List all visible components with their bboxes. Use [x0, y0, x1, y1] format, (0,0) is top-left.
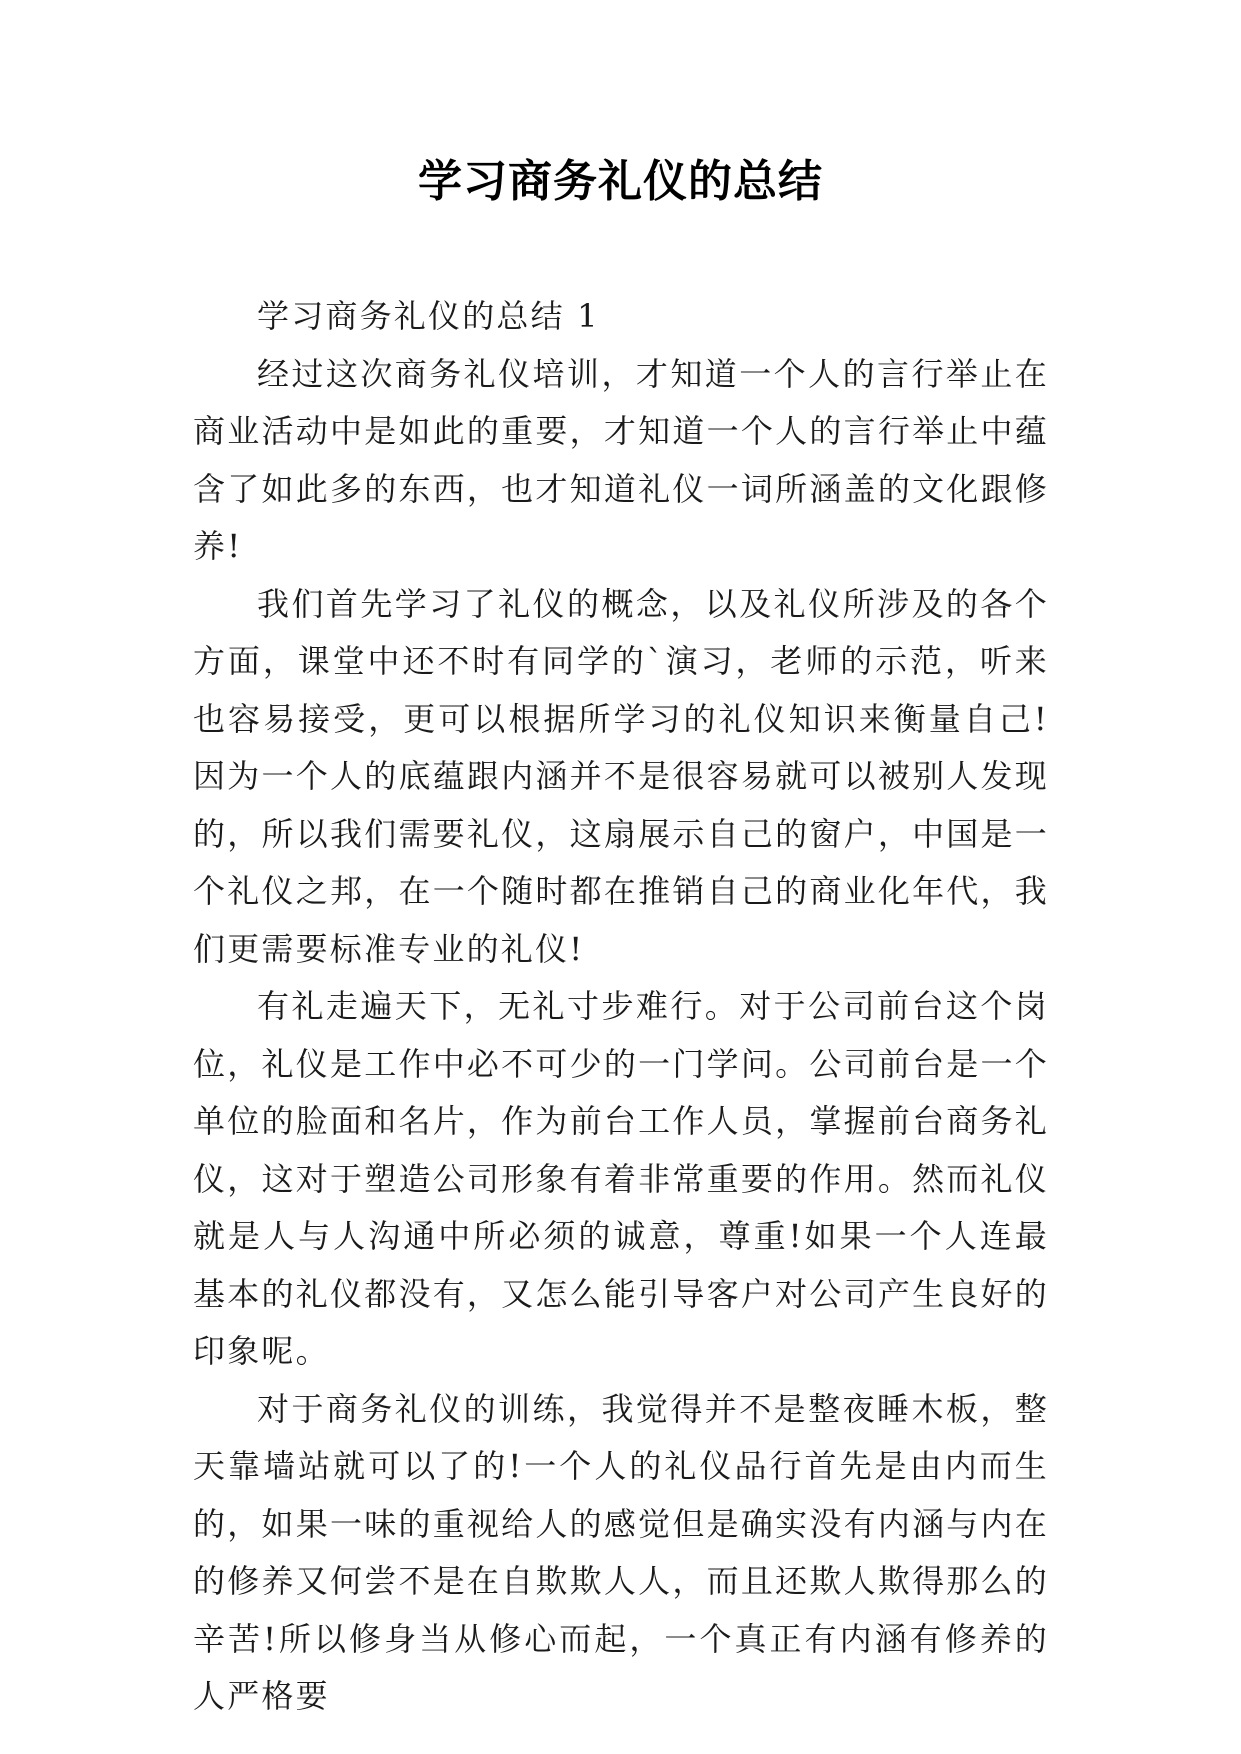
paragraph: 经过这次商务礼仪培训，才知道一个人的言行举止在商业活动中是如此的重要，才知道一个人的言行举止中蕴含了如此多的东西，也才知道礼仪一词所涵盖的文化跟修养!	[193, 354, 1049, 565]
section-heading: 学习商务礼仪的总结 1	[257, 297, 600, 335]
paragraph: 对于商务礼仪的训练，我觉得并不是整夜睡木板，整天靠墙站就可以了的!一个人的礼仪品行首先是由内而生的，如果一味的重视给人的感觉但是确实没有内涵与内在的修养又何尝不是在自欺欺人人，而且还欺人欺得那么的辛苦!所以修身当从修心而起，一个真正有内涵有修养的人严格要	[193, 1389, 1049, 1715]
document-title: 学习商务礼仪的总结	[418, 156, 823, 207]
paragraph: 有礼走遍天下，无礼寸步难行。对于公司前台这个岗位，礼仪是工作中必不可少的一门学问。公司前台是一个单位的脸面和名片，作为前台工作人员，掌握前台商务礼仪，这对于塑造公司形象有着非常重要的作用。然而礼仪就是人与人沟通中所必须的诚意，尊重!如果一个人连最基本的礼仪都没有，又怎么能引导客户对公司产生良好的印象呢。	[193, 987, 1049, 1370]
paragraph: 我们首先学习了礼仪的概念，以及礼仪所涉及的各个方面，课堂中还不时有同学的`演习，老师的示范，听来也容易接受，更可以根据所学习的礼仪知识来衡量自己!因为一个人的底蕴跟内涵并不是很容易就可以被别人发现的，所以我们需要礼仪，这扇展示自己的窗户，中国是一个礼仪之邦，在一个随时都在推销自己的商业化年代，我们更需要标准专业的礼仪!	[193, 584, 1049, 968]
document-body	[193, 288, 1049, 1726]
